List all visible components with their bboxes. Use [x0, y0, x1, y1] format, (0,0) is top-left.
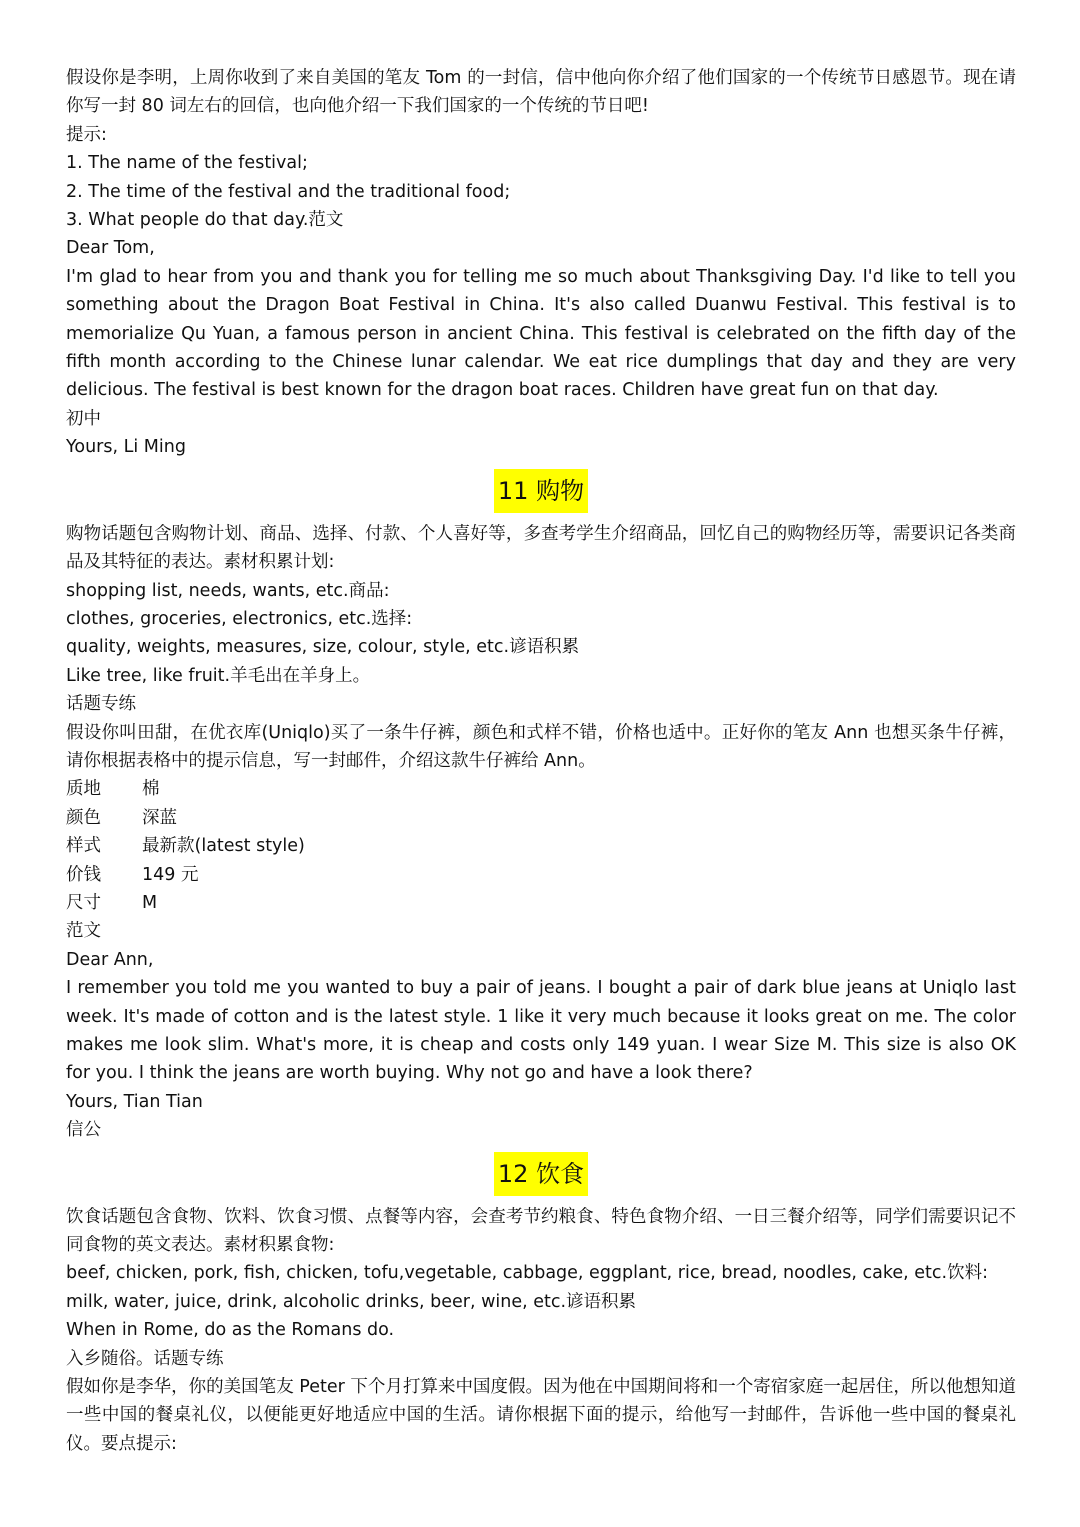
section-11-line: Like tree, like fruit.羊毛出在羊身上。: [66, 665, 371, 686]
jeans-info-table: [66, 775, 1016, 917]
table-label: 样式: [66, 836, 101, 857]
section-11-letter-closing: Yours, Tian Tian: [66, 1091, 203, 1112]
prev-letter-body: I'm glad to hear from you and thank you for telling me so much about Thanksgiving Day. I'd like to tell you something about the Dragon Boat Festival in China. It's also called Duanwu Festival. This festival is to memorialize Qu Yuan, a famous person in ancient China. This festival is celebrated on the fifth day of the fifth month according to the Chinese lunar calendar. We eat rice dumplings that day and they are very delicious. The festival is best known for the dragon boat races. Children have great fun on that day.: [66, 266, 1016, 401]
prev-note: 初中: [66, 408, 101, 429]
section-11-line: shopping list, needs, wants, etc.商品:: [66, 580, 390, 601]
section-11-line: clothes, groceries, electronics, etc.选择:: [66, 608, 413, 629]
section-11-line: 话题专练: [66, 694, 136, 715]
section-12-intro: 饮食话题包含食物、饮料、饮食习惯、点餐等内容，会查考节约粮食、特色食物介绍、一日三餐介绍等，同学们需要识记不同食物的英文表达。素材积累食物:: [66, 1206, 1016, 1256]
table-value: 棉: [142, 779, 160, 800]
table-label: 价钱: [66, 864, 101, 885]
table-value: 最新款(latest style): [142, 836, 305, 857]
section-11-letter-greeting: Dear Ann,: [66, 949, 154, 970]
section-12-line: When in Rome, do as the Romans do.: [66, 1320, 395, 1341]
section-12-line: beef, chicken, pork, fish, chicken, tofu,vegetable, cabbage, eggplant, rice, bread, noodles, cake, etc.饮料:: [66, 1263, 988, 1284]
prev-letter-greeting: Dear Tom,: [66, 238, 155, 259]
section-12-line: 入乡随俗。话题专练: [66, 1348, 224, 1369]
table-row: [66, 804, 1016, 832]
table-row: [66, 889, 1016, 917]
section-11-task: 假设你叫田甜，在优衣库(Uniqlo)买了一条牛仔裤，颜色和式样不错，价格也适中。正好你的笔友 Ann 也想买条牛仔裤，请你根据表格中的提示信息，写一封邮件，介绍这款牛仔裤给 Ann。: [66, 722, 1016, 771]
section-11-line: quality, weights, measures, size, colour, style, etc.谚语积累: [66, 637, 580, 658]
section-11-note: 信公: [66, 1120, 101, 1141]
table-label: 颜色: [66, 807, 101, 828]
section-11-letter-body: I remember you told me you wanted to buy a pair of jeans. I bought a pair of dark blue jeans at Uniqlo last week. It's made of cotton and is the latest style. 1 like it very much because it looks great on me. The color makes me look slim. What's more, it is cheap and costs only 149 yuan. I wear Size M. This size is also OK for you. I think the jeans are worth buying. Why not go and have a look there?: [66, 978, 1016, 1084]
table-value: M: [142, 892, 158, 913]
prev-letter-closing: Yours, Li Ming: [66, 437, 186, 458]
section-11-title: 11 购物: [494, 469, 588, 513]
section-11-model-label: 范文: [66, 921, 101, 942]
section-11-intro: 购物话题包含购物计划、商品、选择、付款、个人喜好等，多查考学生介绍商品，回忆自己的购物经历等，需要识记各类商品及其特征的表达。素材积累计划:: [66, 523, 1016, 573]
table-label: 尺寸: [66, 892, 101, 913]
prev-task-prompt: 假设你是李明，上周你收到了来自美国的笔友 Tom 的一封信，信中他向你介绍了他们国家的一个传统节日感恩节。现在请你写一封 80 词左右的回信，也向他介绍一下我们国家的一个传统的节日吧!: [66, 68, 1016, 117]
section-12-title: 12 饮食: [494, 1152, 588, 1196]
section-12-heading: [66, 1146, 1016, 1202]
table-value: 深蓝: [142, 807, 177, 828]
table-value: 149 元: [142, 864, 199, 885]
document-page: [66, 64, 1016, 1458]
table-row: [66, 861, 1016, 889]
section-12-task: 假如你是李华，你的美国笔友 Peter 下个月打算来中国度假。因为他在中国期间将和一个寄宿家庭一起居住，所以他想知道一些中国的餐桌礼仪，以便能更好地适应中国的生活。请你根据下面的提示，给他写一封邮件，告诉他一些中国的餐桌礼仪。要点提示:: [66, 1377, 1016, 1454]
table-label: 质地: [66, 779, 101, 800]
prev-hint-1: 1. The name of the festival;: [66, 153, 308, 174]
prev-hint-3: 3. What people do that day.范文: [66, 210, 344, 231]
table-row: [66, 832, 1016, 860]
prev-hint-2: 2. The time of the festival and the traditional food;: [66, 181, 511, 202]
section-11-heading: [66, 463, 1016, 519]
prev-hint-label: 提示:: [66, 124, 107, 145]
table-row: [66, 775, 1016, 803]
section-12-line: milk, water, juice, drink, alcoholic drinks, beer, wine, etc.谚语积累: [66, 1291, 637, 1312]
